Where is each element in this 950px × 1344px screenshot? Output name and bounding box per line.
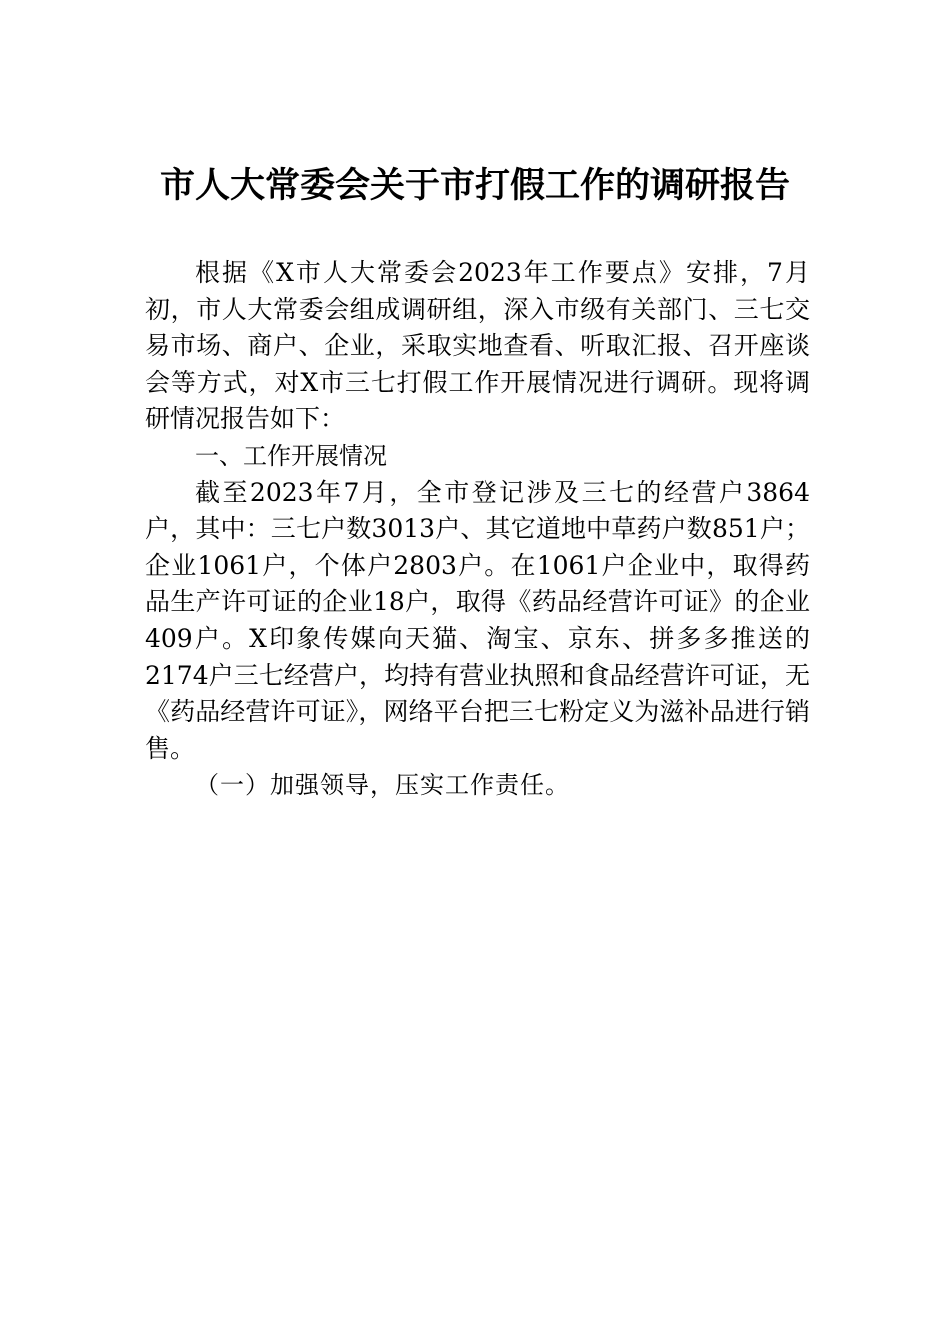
section-body-paragraph: 截至2023年7月，全市登记涉及三七的经营户3864户，其中：三七户数3013户、其它道地中草药户数851户；企业1061户，个体户2803户。在1061户企业中，取得药品生产许可证的企业18户，取得《药品经营许可证》的企业409户。X印象传媒向天猫、淘宝、京东、拼多多推送的2174户三七经营户，均持有营业执照和食品经营许可证，无《药品经营许可证》，网络平台把三七粉定义为滋补品进行销售。 — [145, 477, 810, 763]
subsection-heading-leadership: （一）加强领导，压实工作责任。 — [195, 771, 570, 800]
intro-paragraph: 根据《X市人大常委会2023年工作要点》安排，7月初，市人大常委会组成调研组，深入市级有关部门、三七交易市场、商户、企业，采取实地查看、听取汇报、召开座谈会等方式，对X市三七打假工作开展情况进行调研。现将调研情况报告如下： — [145, 258, 810, 434]
section-heading-work-status: 一、工作开展情况 — [195, 441, 387, 470]
document-body — [145, 255, 810, 804]
document-title: 市人大常委会关于市打假工作的调研报告 — [159, 165, 790, 206]
